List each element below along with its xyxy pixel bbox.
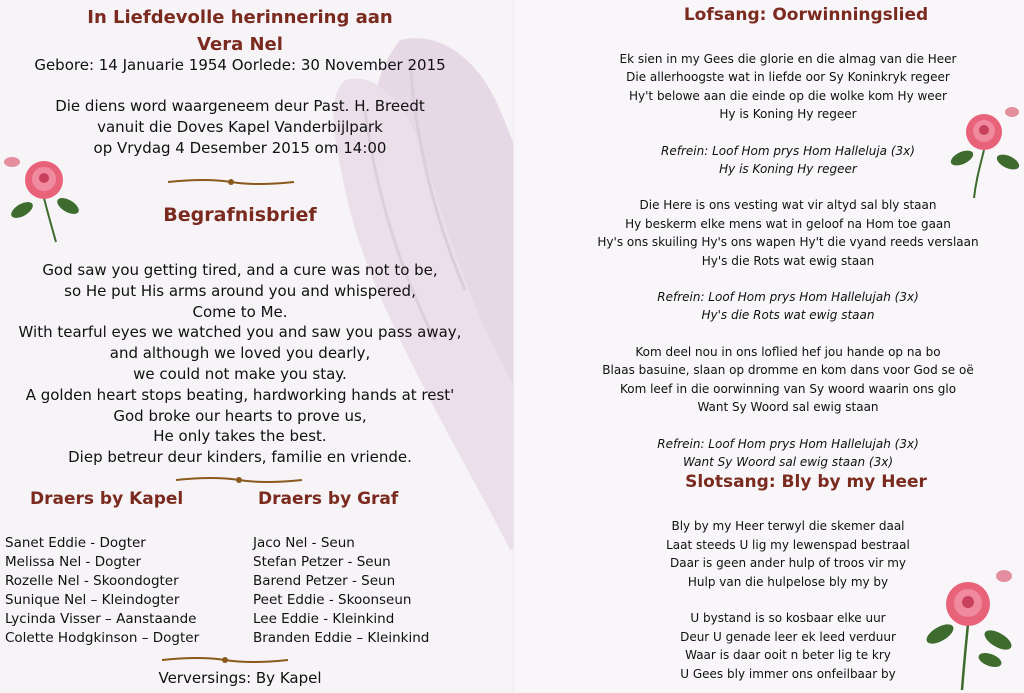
pallbearers-grave-heading: Draers by Graf [258,489,399,509]
pallbearers-grave-list [253,534,429,648]
dedication [0,4,480,58]
ornament-divider [166,177,296,187]
rose-icon [948,100,1024,200]
service-line: op Vrydag 4 Desember 2015 om 14:00 [93,139,387,157]
poem-line: With tearful eyes we watched you and saw you pass away, [18,323,462,342]
service-line: Die diens word waargeneem deur Past. H. Breedt [55,97,425,115]
list-item: Sanet Eddie - Dogter [5,535,146,551]
dedication-line: In Liefdevolle herinnering aan [87,7,393,28]
refrain-line: Refrein: Loof Hom prys Hom Halleluja (3x) [661,143,915,158]
hymn-line: Bly by my Heer terwyl die skemer daal [671,519,905,533]
list-item: Sunique Nel – Kleindogter [5,592,180,608]
poem-line: God broke our hearts to prove us, [113,406,367,425]
list-item: Stefan Petzer - Seun [253,554,391,570]
hymn2-text [608,517,968,683]
list-item: Rozelle Nel - Skoondogter [5,573,179,589]
hymn2-title: Slotsang: Bly by my Heer [685,472,927,492]
refrain-line: Hy is Koning Hy regeer [719,162,857,177]
hymn-line: Kom leef in die oorwinning van Sy woord waarin ons glo [619,381,957,396]
hymn-line: U bystand is so kosbaar elke uur [690,611,886,625]
poem-line: A golden heart stops beating, hardworking hands at rest' [25,385,455,404]
poem [0,260,480,468]
hymn-line: Hulp van die hulpelose bly my by [687,574,889,589]
rose-icon [920,564,1020,692]
poem-line: God saw you getting tired, and a cure was not to be, [42,261,438,279]
rose-icon [2,148,84,244]
hymn1-title: Lofsang: Oorwinningslied [683,5,929,25]
refrain-line: Hy's die Rots wat ewig staan [701,308,875,323]
pallbearers-chapel-heading: Draers by Kapel [30,489,184,509]
poem-line: Diep betreur deur kinders, familie en vriende. [68,448,412,467]
hymn-line: Daar is geen ander hulp of troos vir my [669,556,907,570]
ornament-divider [174,475,304,485]
hymn-line: Waar is daar ooit n beter lig te kry [685,648,891,662]
hymn-line: Hy't belowe aan die einde op die wolke kom Hy weer [629,88,947,103]
list-item: Barend Petzer - Seun [253,573,396,589]
list-item: Lycinda Visser – Aanstaande [5,611,197,627]
hymn-line: U Gees bly immer ons onfeilbaar by [680,666,896,681]
poem-line: Come to Me. [192,302,288,321]
hymn-line: Want Sy Woord sal ewig staan [697,400,879,415]
hymn-line: Hy is Koning Hy regeer [719,107,857,122]
birth-death-dates: Gebore: 14 Januarie 1954 Oorlede: 30 November 2015 [34,56,446,74]
pallbearers-chapel-list [5,534,199,648]
poem-line: He only takes the best. [153,427,327,446]
refrain-line: Want Sy Woord sal ewig staan (3x) [682,454,894,469]
hymn1-text [588,50,988,471]
list-item: Melissa Nel - Dogter [5,554,142,570]
refrain-line: Refrein: Loof Hom prys Hom Hallelujah (3x) [657,436,919,451]
hymn-line: Die Here is ons vesting wat vir altyd sal bly staan [639,198,937,213]
hymn-line: Deur U genade leer ek leed verduur [680,629,896,644]
list-item: Peet Eddie - Skoonseun [253,592,412,608]
refreshments-note: Verversings: By Kapel [158,669,322,687]
list-item: Branden Eddie – Kleinkind [253,630,430,646]
ornament-divider [160,655,290,665]
deceased-name: Vera Nel [197,34,283,55]
refrain-line: Refrein: Loof Hom prys Hom Hallelujah (3x) [657,290,919,305]
right-page [516,0,1024,693]
hymn-line: Blaas basuine, slaan op dromme en kom dans voor God se oë [602,363,974,378]
funeral-letter-heading: Begrafnisbrief [163,204,317,226]
service-line: vanuit die Doves Kapel Vanderbijlpark [97,118,383,136]
poem-line: and although we loved you dearly, [109,344,371,363]
poem-line: we could not make you stay. [133,364,347,383]
list-item: Jaco Nel - Seun [253,535,355,551]
hymn-line: Ek sien in my Gees die glorie en die almag van die Heer [619,52,957,66]
poem-line: so He put His arms around you and whispered, [64,281,416,300]
list-item: Colette Hodgkinson – Dogter [5,630,200,646]
list-item: Lee Eddie - Kleinkind [253,611,395,627]
hymn-line: Hy beskerm elke mens wat in geloof na Hom toe gaan [625,216,951,231]
hymn-line: Kom deel nou in ons loflied hef jou hande op na bo [635,344,941,359]
hymn-line: Laat steeds U lig my lewenspad bestraal [666,537,910,552]
hymn-line: Hy's ons skuiling Hy's ons wapen Hy't die vyand reeds verslaan [597,235,979,250]
hymn-line: Die allerhoogste wat in liefde oor Sy Koninkryk regeer [626,70,950,85]
hymn-line: Hy's die Rots wat ewig staan [701,253,875,268]
